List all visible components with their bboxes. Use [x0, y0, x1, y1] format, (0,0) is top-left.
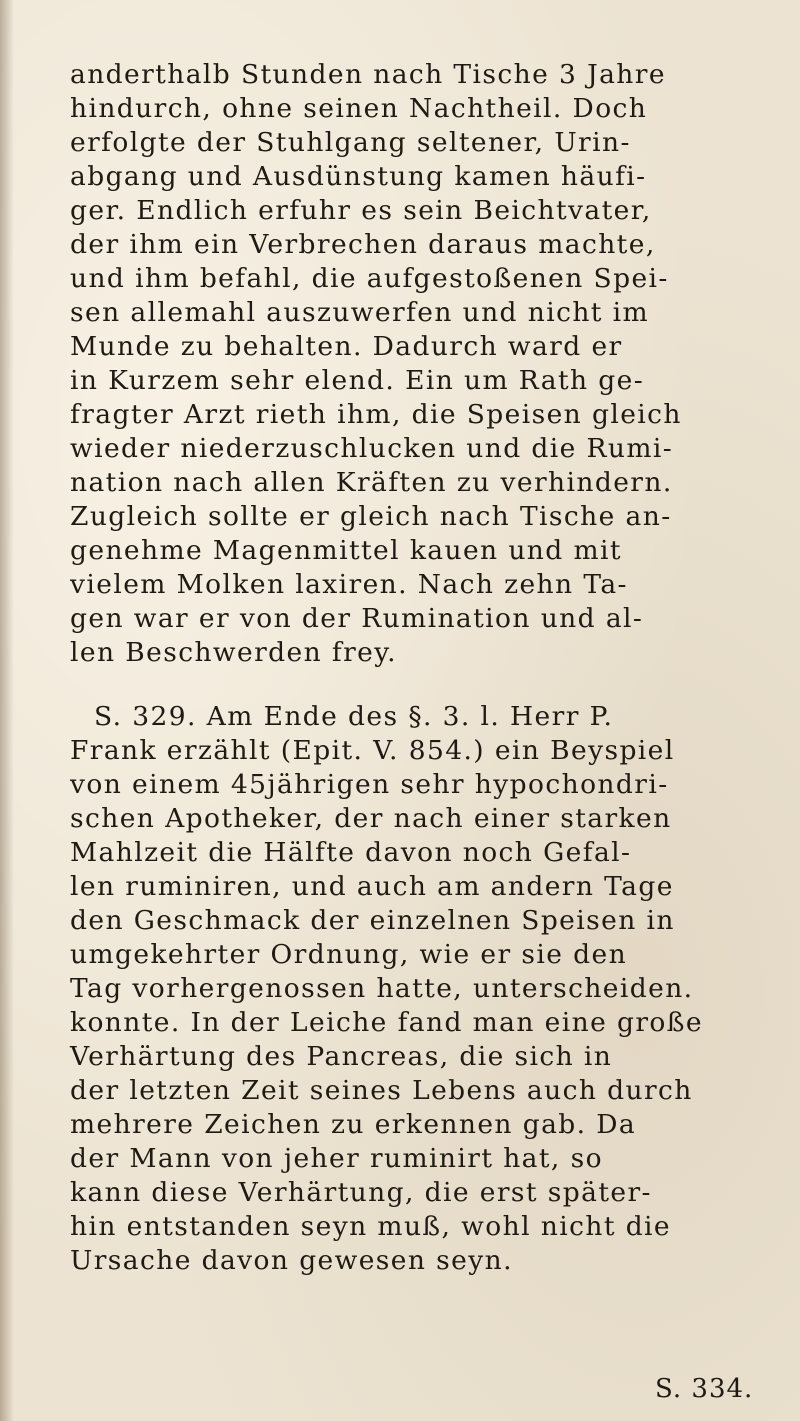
catchword: S. 334.	[655, 1374, 754, 1404]
text-body	[70, 58, 770, 1278]
text-line: fragter Arzt rieth ihm, die Speisen gleich	[70, 399, 682, 430]
paragraph-1	[70, 58, 770, 670]
text-line: len Beschwerden frey.	[70, 637, 397, 668]
text-line: genehme Magenmittel kauen und mit	[70, 535, 622, 566]
text-line: ger. Endlich erfuhr es sein Beichtvater,	[70, 195, 652, 226]
text-line: vielem Molken laxiren. Nach zehn Ta-	[70, 569, 628, 600]
text-line: Mahlzeit die Hälfte davon noch Gefal-	[70, 837, 632, 868]
text-line: Ursache davon gewesen seyn.	[70, 1245, 513, 1276]
text-line: S. 329. Am Ende des §. 3. l. Herr P.	[94, 701, 614, 732]
text-line: den Geschmack der einzelnen Speisen in	[70, 905, 675, 936]
text-line: Munde zu behalten. Dadurch ward er	[70, 331, 623, 362]
text-line: der Mann von jeher ruminirt hat, so	[70, 1143, 603, 1174]
text-line: sen allemahl auszuwerfen und nicht im	[70, 297, 650, 328]
text-line: anderthalb Stunden nach Tische 3 Jahre	[70, 59, 666, 90]
text-line: Verhärtung des Pancreas, die sich in	[70, 1041, 613, 1072]
text-line: nation nach allen Kräften zu verhindern.	[70, 467, 673, 498]
text-line: Frank erzählt (Epit. V. 854.) ein Beyspiel	[70, 735, 675, 766]
text-line: der letzten Zeit seines Lebens auch durch	[70, 1075, 693, 1106]
text-line: der ihm ein Verbrechen daraus machte,	[70, 229, 656, 260]
text-line: und ihm befahl, die aufgestoßenen Spei-	[70, 263, 669, 294]
text-line: mehrere Zeichen zu erkennen gab. Da	[70, 1109, 637, 1140]
text-line: hindurch, ohne seinen Nachtheil. Doch	[70, 93, 648, 124]
text-line: konnte. In der Leiche fand man eine große	[70, 1007, 703, 1038]
text-line: abgang und Ausdünstung kamen häufi-	[70, 161, 647, 192]
text-line: erfolgte der Stuhlgang seltener, Urin-	[70, 127, 631, 158]
text-line: kann diese Verhärtung, die erst später-	[70, 1177, 652, 1208]
text-line: umgekehrter Ordnung, wie er sie den	[70, 939, 628, 970]
text-line: Tag vorhergenossen hatte, unterscheiden.	[70, 973, 694, 1004]
page-binding-shadow	[0, 0, 14, 1421]
text-line: in Kurzem sehr elend. Ein um Rath ge-	[70, 365, 645, 396]
text-line: hin entstanden seyn muß, wohl nicht die	[70, 1211, 672, 1242]
text-line: von einem 45jährigen sehr hypochondri-	[70, 769, 669, 800]
text-line: wieder niederzuschlucken und die Rumi-	[70, 433, 674, 464]
text-line: gen war er von der Rumination und al-	[70, 603, 644, 634]
text-line: len ruminiren, und auch am andern Tage	[70, 871, 674, 902]
paragraph-spacer	[70, 670, 770, 700]
text-line: Zugleich sollte er gleich nach Tische an-	[70, 501, 672, 532]
paragraph-2	[70, 700, 770, 1278]
text-line: schen Apotheker, der nach einer starken	[70, 803, 672, 834]
